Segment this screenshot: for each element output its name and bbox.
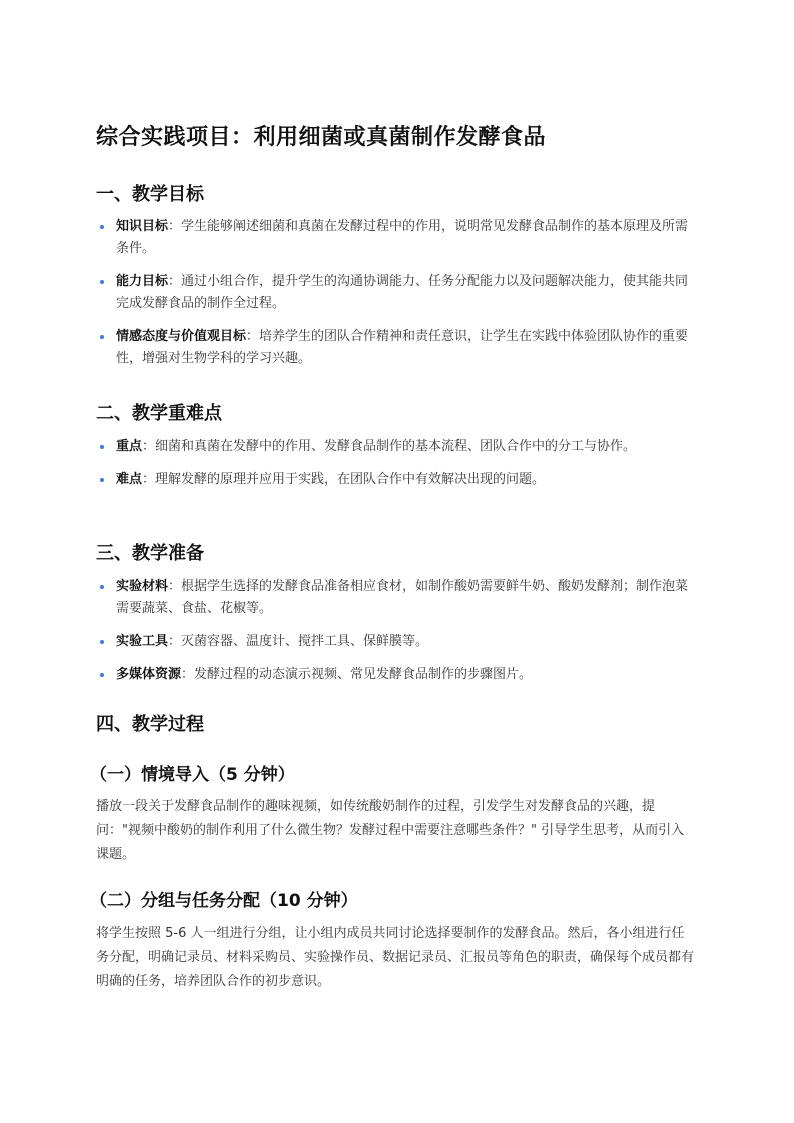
bullet-icon	[100, 478, 104, 482]
list-item	[96, 271, 696, 315]
item-sep: ：	[168, 274, 182, 289]
item-text: 学生能够阐述细菌和真菌在发酵过程中的作用，说明常见发酵食品制作的基本原理及所需条件。	[116, 219, 689, 256]
item-label: 情感态度与价值观目标	[116, 329, 247, 344]
item-text: 培养学生的团队合作精神和责任意识，让学生在实践中体验团队协作的重要性，增强对生物学科的学习兴趣。	[116, 329, 689, 366]
bullet-icon	[100, 335, 104, 339]
subsection-heading-intro: （一）情境导入（5 分钟）	[90, 765, 295, 785]
item-label: 能力目标	[116, 274, 169, 289]
item-label: 重点	[116, 439, 143, 454]
item-sep: ：	[142, 472, 156, 487]
bullet-icon	[100, 585, 104, 589]
bullet-icon	[100, 280, 104, 284]
item-sep: ：	[168, 219, 182, 234]
section-heading-objectives: 一、教学目标	[96, 184, 204, 205]
section-heading-process: 四、教学过程	[96, 714, 204, 735]
list-item	[96, 326, 696, 370]
item-text: 细菌和真菌在发酵中的作用、发酵食品制作的基本流程、团队合作中的分工与协作。	[155, 439, 637, 454]
list-item	[96, 436, 696, 458]
subsection-text-grouping: 将学生按照 5-6 人一组进行分组，让小组内成员共同讨论选择要制作的发酵食品。然后，各小组进行任务分配，明确记录员、材料采购员、实验操作员、数据记录员、汇报员等角色的职责，确保每个成员都有明确的任务，培养团队合作的初步意识。	[96, 926, 695, 989]
item-label: 知识目标	[116, 219, 169, 234]
bullet-icon	[100, 225, 104, 229]
item-label: 实验材料	[116, 579, 169, 594]
item-sep: ：	[168, 634, 182, 649]
item-text: 通过小组合作，提升学生的沟通协调能力、任务分配能力以及问题解决能力，使其能共同完成发酵食品的制作全过程。	[116, 274, 689, 311]
item-sep: ：	[142, 439, 156, 454]
subsection-heading-grouping: （二）分组与任务分配（10 分钟）	[90, 891, 358, 911]
section-heading-preparation: 三、教学准备	[96, 543, 204, 564]
list-item	[96, 216, 696, 260]
bullet-icon	[100, 640, 104, 644]
item-text: 发酵过程的动态演示视频、常见发酵食品制作的步骤图片。	[194, 667, 533, 682]
section-heading-key-points: 二、教学重难点	[96, 403, 222, 424]
list-item	[96, 576, 696, 620]
item-text: 根据学生选择的发酵食品准备相应食材，如制作酸奶需要鲜牛奶、酸奶发酵剂；制作泡菜需要蔬菜、食盐、花椒等。	[116, 579, 689, 616]
objectives-list	[96, 216, 696, 381]
item-text: 理解发酵的原理并应用于实践，在团队合作中有效解决出现的问题。	[155, 472, 546, 487]
item-label: 难点	[116, 472, 143, 487]
list-item	[96, 469, 696, 491]
item-text: 灭菌容器、温度计、搅拌工具、保鲜膜等。	[181, 634, 429, 649]
item-sep: ：	[181, 667, 195, 682]
bullet-icon	[100, 673, 104, 677]
preparation-list	[96, 576, 696, 697]
item-label: 实验工具	[116, 634, 169, 649]
document-title: 综合实践项目：利用细菌或真菌制作发酵食品	[96, 125, 547, 150]
subsection-text-intro: 播放一段关于发酵食品制作的趣味视频，如传统酸奶制作的过程，引发学生对发酵食品的兴趣，提问："视频中酸奶的制作利用了什么微生物？发酵过程中需要注意哪些条件？" 引导学生思考，从而引入课题。	[96, 799, 685, 862]
item-sep: ：	[246, 329, 260, 344]
item-label: 多媒体资源	[116, 667, 182, 682]
list-item	[96, 631, 696, 653]
key-points-list	[96, 436, 696, 502]
bullet-icon	[100, 445, 104, 449]
list-item	[96, 664, 696, 686]
item-sep: ：	[168, 579, 182, 594]
